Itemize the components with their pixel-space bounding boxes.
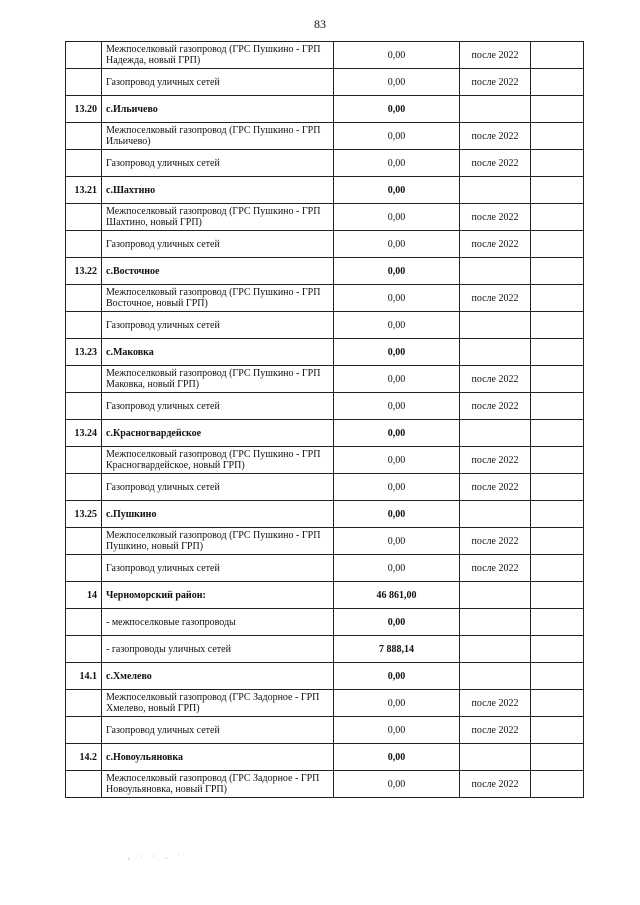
table-row — [66, 555, 584, 582]
row-name: - межпоселковые газопроводы — [102, 609, 334, 636]
row-empty-cell — [531, 285, 584, 312]
table-row — [66, 258, 584, 285]
row-number: 13.22 — [66, 258, 102, 285]
row-value: 0,00 — [334, 501, 460, 528]
row-value: 0,00 — [334, 231, 460, 258]
row-year: после 2022 — [460, 528, 531, 555]
table-row — [66, 150, 584, 177]
row-empty-cell — [531, 717, 584, 744]
row-value: 0,00 — [334, 285, 460, 312]
table-row — [66, 312, 584, 339]
row-empty-cell — [531, 42, 584, 69]
row-number — [66, 528, 102, 555]
row-year — [460, 609, 531, 636]
table-row — [66, 96, 584, 123]
row-year — [460, 339, 531, 366]
row-year — [460, 177, 531, 204]
table-row — [66, 204, 584, 231]
row-name: Межпоселковый газопровод (ГРС Пушкино - ГРП Пушкино, новый ГРП) — [102, 528, 334, 555]
row-empty-cell — [531, 582, 584, 609]
page-number: 83 — [314, 17, 326, 31]
row-empty-cell — [531, 393, 584, 420]
row-number — [66, 366, 102, 393]
row-value: 0,00 — [334, 366, 460, 393]
row-empty-cell — [531, 501, 584, 528]
row-year: после 2022 — [460, 717, 531, 744]
row-empty-cell — [531, 231, 584, 258]
row-year: после 2022 — [460, 204, 531, 231]
row-value: 7 888,14 — [334, 636, 460, 663]
row-name: Межпоселковый газопровод (ГРС Пушкино - ГРП Красногвардейское, новый ГРП) — [102, 447, 334, 474]
table-row — [66, 177, 584, 204]
table-row — [66, 123, 584, 150]
row-number — [66, 771, 102, 798]
row-empty-cell — [531, 312, 584, 339]
row-value: 0,00 — [334, 744, 460, 771]
row-name: Газопровод уличных сетей — [102, 717, 334, 744]
row-year — [460, 258, 531, 285]
row-value: 0,00 — [334, 420, 460, 447]
row-empty-cell — [531, 123, 584, 150]
row-year: после 2022 — [460, 366, 531, 393]
row-value: 0,00 — [334, 690, 460, 717]
row-empty-cell — [531, 663, 584, 690]
table-row — [66, 42, 584, 69]
row-value: 0,00 — [334, 177, 460, 204]
row-empty-cell — [531, 555, 584, 582]
row-number — [66, 393, 102, 420]
row-empty-cell — [531, 177, 584, 204]
row-empty-cell — [531, 96, 584, 123]
row-name: Газопровод уличных сетей — [102, 231, 334, 258]
row-number: 14.2 — [66, 744, 102, 771]
row-value: 0,00 — [334, 663, 460, 690]
row-value: 0,00 — [334, 312, 460, 339]
row-number — [66, 690, 102, 717]
table-row — [66, 285, 584, 312]
row-number — [66, 123, 102, 150]
table-row — [66, 447, 584, 474]
row-name: Межпоселковый газопровод (ГРС Задорное - ГРП Хмелево, новый ГРП) — [102, 690, 334, 717]
row-year: после 2022 — [460, 150, 531, 177]
row-value: 0,00 — [334, 555, 460, 582]
row-number: 14 — [66, 582, 102, 609]
scan-marks: , · · . ˙ — [128, 852, 184, 861]
row-year: после 2022 — [460, 285, 531, 312]
row-year — [460, 663, 531, 690]
row-empty-cell — [531, 690, 584, 717]
table-row — [66, 474, 584, 501]
row-value: 0,00 — [334, 69, 460, 96]
row-empty-cell — [531, 204, 584, 231]
row-name: Межпоселковый газопровод (ГРС Пушкино - ГРП Восточное, новый ГРП) — [102, 285, 334, 312]
row-number — [66, 555, 102, 582]
row-year: после 2022 — [460, 555, 531, 582]
row-empty-cell — [531, 609, 584, 636]
row-number — [66, 42, 102, 69]
row-name: Черноморский район: — [102, 582, 334, 609]
row-name: Газопровод уличных сетей — [102, 312, 334, 339]
row-value: 0,00 — [334, 258, 460, 285]
row-number — [66, 204, 102, 231]
row-empty-cell — [531, 744, 584, 771]
table-row — [66, 528, 584, 555]
row-year: после 2022 — [460, 690, 531, 717]
row-value: 0,00 — [334, 42, 460, 69]
row-name: с.Новоульяновка — [102, 744, 334, 771]
row-year: после 2022 — [460, 42, 531, 69]
row-empty-cell — [531, 636, 584, 663]
gas-pipeline-table — [65, 41, 584, 798]
table-row — [66, 501, 584, 528]
table-row — [66, 771, 584, 798]
row-empty-cell — [531, 447, 584, 474]
row-number — [66, 717, 102, 744]
row-name: Межпоселковый газопровод (ГРС Пушкино - ГРП Надежда, новый ГРП) — [102, 42, 334, 69]
table-row — [66, 636, 584, 663]
row-number — [66, 69, 102, 96]
row-name: Газопровод уличных сетей — [102, 69, 334, 96]
table-row — [66, 393, 584, 420]
row-number — [66, 285, 102, 312]
row-value: 0,00 — [334, 528, 460, 555]
row-name: с.Красногвардейское — [102, 420, 334, 447]
row-year: после 2022 — [460, 474, 531, 501]
row-name: Газопровод уличных сетей — [102, 555, 334, 582]
row-number — [66, 636, 102, 663]
row-number — [66, 474, 102, 501]
row-value: 0,00 — [334, 96, 460, 123]
row-value: 0,00 — [334, 771, 460, 798]
row-value: 46 861,00 — [334, 582, 460, 609]
table-row — [66, 231, 584, 258]
row-empty-cell — [531, 420, 584, 447]
row-year — [460, 501, 531, 528]
table-body — [66, 42, 584, 798]
row-number — [66, 312, 102, 339]
table-row — [66, 339, 584, 366]
row-name: с.Пушкино — [102, 501, 334, 528]
row-name: с.Шахтино — [102, 177, 334, 204]
row-name: Газопровод уличных сетей — [102, 393, 334, 420]
row-empty-cell — [531, 771, 584, 798]
row-empty-cell — [531, 69, 584, 96]
row-name: - газопроводы уличных сетей — [102, 636, 334, 663]
row-number — [66, 447, 102, 474]
table-row — [66, 663, 584, 690]
row-empty-cell — [531, 474, 584, 501]
table-row — [66, 366, 584, 393]
row-name: с.Восточное — [102, 258, 334, 285]
row-year — [460, 744, 531, 771]
row-name: Газопровод уличных сетей — [102, 150, 334, 177]
row-year — [460, 582, 531, 609]
row-value: 0,00 — [334, 204, 460, 231]
table-row — [66, 582, 584, 609]
row-year — [460, 96, 531, 123]
row-empty-cell — [531, 339, 584, 366]
table-row — [66, 609, 584, 636]
row-name: с.Маковка — [102, 339, 334, 366]
row-value: 0,00 — [334, 150, 460, 177]
row-number: 13.21 — [66, 177, 102, 204]
row-name: Межпоселковый газопровод (ГРС Задорное - ГРП Новоульяновка, новый ГРП) — [102, 771, 334, 798]
row-year — [460, 420, 531, 447]
row-value: 0,00 — [334, 123, 460, 150]
row-number: 14.1 — [66, 663, 102, 690]
row-year: после 2022 — [460, 231, 531, 258]
table-row — [66, 717, 584, 744]
row-value: 0,00 — [334, 474, 460, 501]
row-empty-cell — [531, 366, 584, 393]
row-empty-cell — [531, 258, 584, 285]
row-name: с.Хмелево — [102, 663, 334, 690]
row-year: после 2022 — [460, 393, 531, 420]
row-value: 0,00 — [334, 393, 460, 420]
table-row — [66, 420, 584, 447]
row-year — [460, 312, 531, 339]
row-number: 13.23 — [66, 339, 102, 366]
row-year — [460, 636, 531, 663]
row-name: с.Ильичево — [102, 96, 334, 123]
row-empty-cell — [531, 528, 584, 555]
row-value: 0,00 — [334, 609, 460, 636]
table-row — [66, 69, 584, 96]
row-year: после 2022 — [460, 771, 531, 798]
row-number — [66, 150, 102, 177]
row-number — [66, 231, 102, 258]
row-year: после 2022 — [460, 69, 531, 96]
row-name: Межпоселковый газопровод (ГРС Пушкино - ГРП Ильичево) — [102, 123, 334, 150]
row-number: 13.25 — [66, 501, 102, 528]
row-year: после 2022 — [460, 123, 531, 150]
row-value: 0,00 — [334, 447, 460, 474]
row-number — [66, 609, 102, 636]
row-year: после 2022 — [460, 447, 531, 474]
table-row — [66, 690, 584, 717]
row-name: Газопровод уличных сетей — [102, 474, 334, 501]
row-name: Межпоселковый газопровод (ГРС Пушкино - ГРП Маковка, новый ГРП) — [102, 366, 334, 393]
row-number: 13.24 — [66, 420, 102, 447]
row-value: 0,00 — [334, 717, 460, 744]
row-name: Межпоселковый газопровод (ГРС Пушкино - ГРП Шахтино, новый ГРП) — [102, 204, 334, 231]
table-row — [66, 744, 584, 771]
row-value: 0,00 — [334, 339, 460, 366]
row-number: 13.20 — [66, 96, 102, 123]
row-empty-cell — [531, 150, 584, 177]
